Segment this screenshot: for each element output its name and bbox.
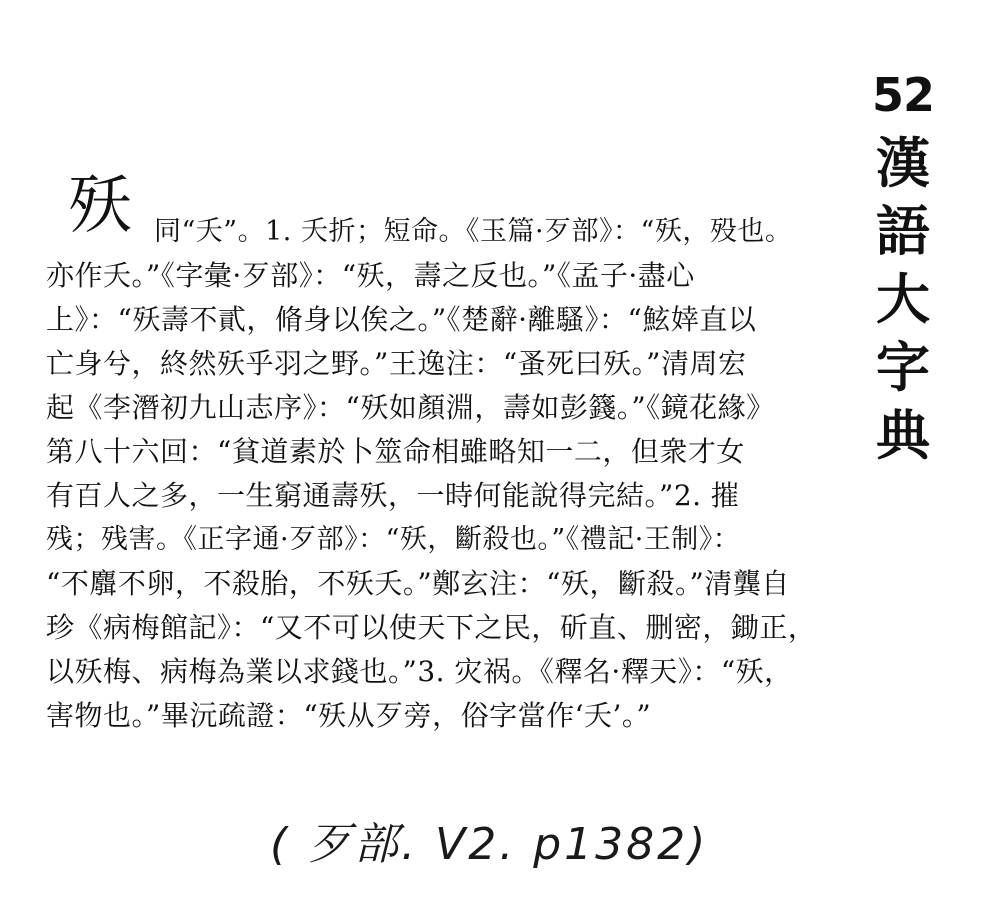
- dictionary-name: 漢語大字典: [876, 132, 930, 467]
- entry-line-2: 亦作夭。”《字彙·歹部》：“殀，壽之反也。”《孟子·盡心: [46, 259, 695, 292]
- entry-line-7: 有百人之多，一生窮通壽殀，一時何能說得完結。”2. 摧: [46, 479, 740, 512]
- page-number: 52: [871, 68, 934, 122]
- entry-line-9: “不麛不卵，不殺胎，不殀夭。”鄭玄注：“殀，斷殺。”清龔自: [46, 567, 790, 600]
- entry-line-3: 上》：“殀壽不貳，脩身以俟之。”《楚辭·離騷》：“鮌婞直以: [46, 303, 757, 336]
- entry-line-6: 第八十六回：“貧道素於卜筮命相雖略知一二，但衆才女: [46, 435, 745, 468]
- entry-line-12: 害物也。”畢沅疏證：“殀从歹旁，俗字當作‘夭’。”: [46, 699, 652, 732]
- dictionary-title: [868, 68, 938, 470]
- entry-line-10: 珍《病梅館記》：“又不可以使天下之民，斫直、删密，鋤正，: [46, 611, 817, 644]
- handwritten-reference-note: ( 歹部. V2. p1382): [270, 819, 709, 870]
- entry-line-8: 残；残害。《正字通·歹部》：“殀，斷殺也。”《禮記·王制》：: [46, 524, 741, 555]
- entry-line-4: 亡身兮，終然殀乎羽之野。”王逸注：“蚤死曰殀。”清周宏: [46, 347, 747, 380]
- headword: 殀: [68, 169, 132, 243]
- entry-line-11: 以殀梅、病梅為業以求錢也。”3. 灾祸。《釋名·釋天》：“殀，: [46, 655, 793, 688]
- entry-line-1: 同“夭”。1. 夭折；短命。《玉篇·歹部》：“殀，殁也。: [154, 216, 793, 247]
- entry-line-5: 起《李潛初九山志序》：“殀如顏淵，壽如彭籛。”《鏡花緣》: [46, 391, 775, 424]
